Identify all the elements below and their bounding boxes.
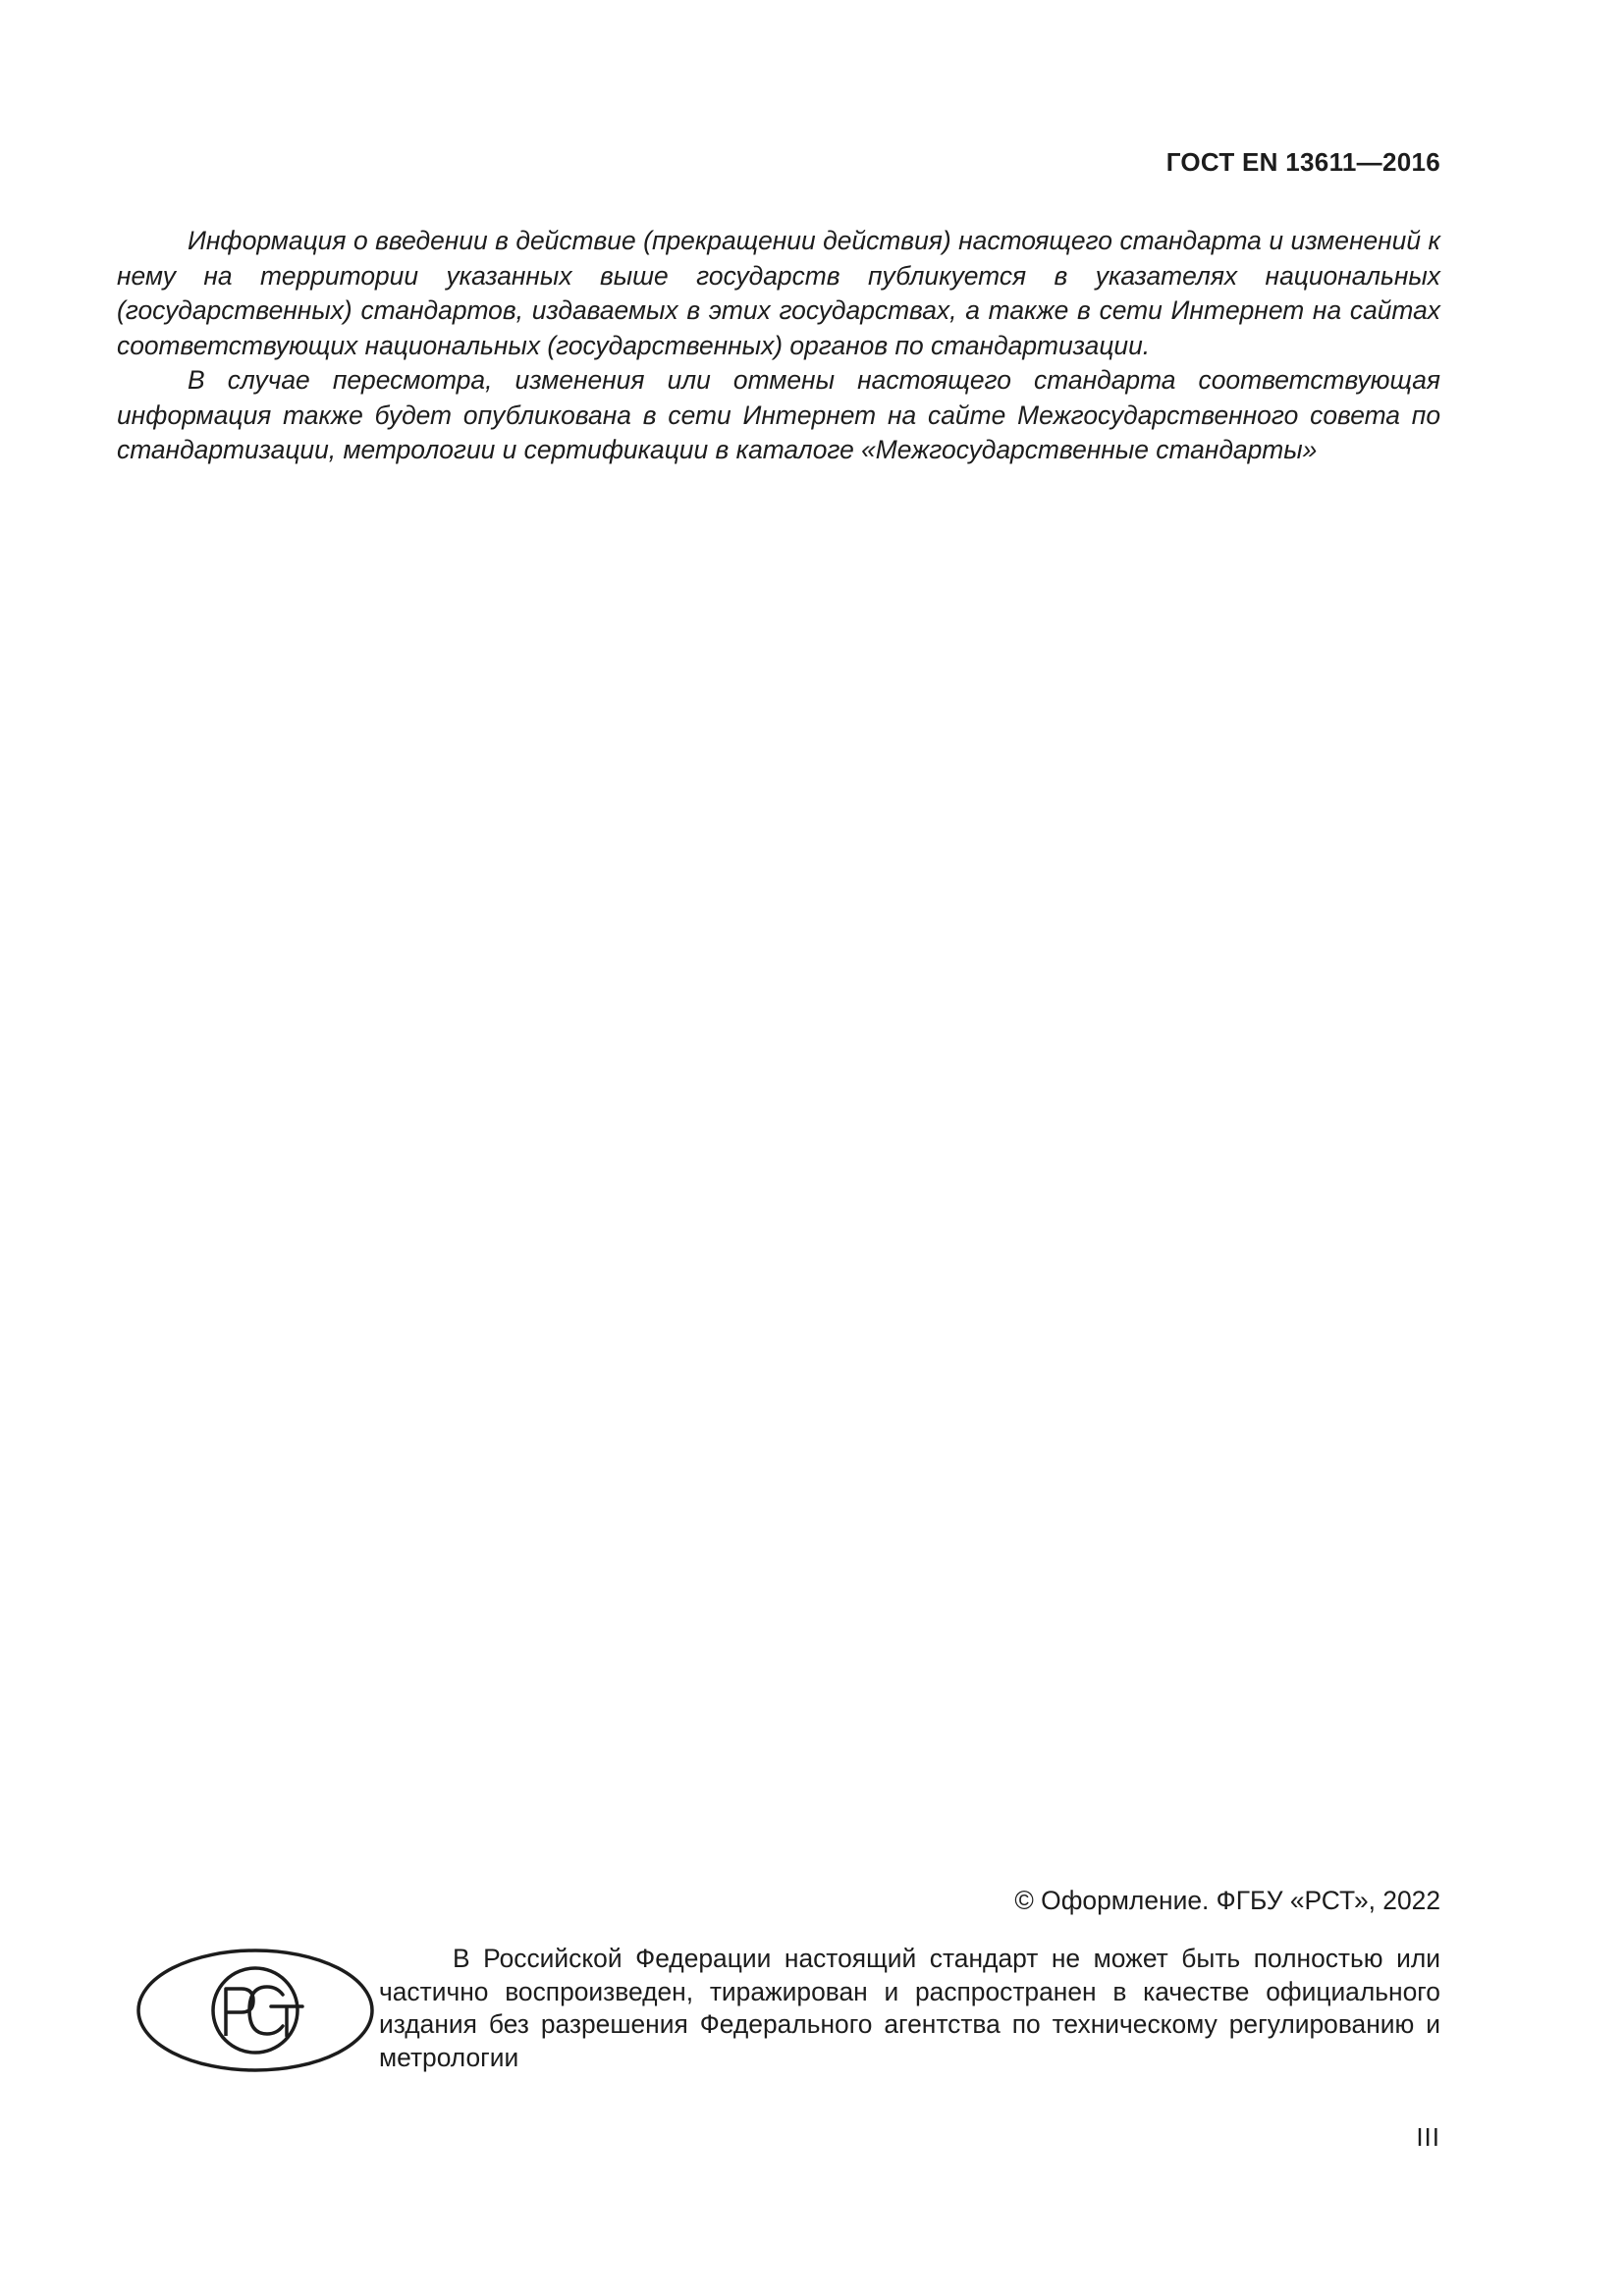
paragraph-revision-info: В случае пересмотра, изменения или отмены настоящего стандарта соответствующая информация также будет опубликована в сети Интернет на сайте Межгосударственного совета по стандартизации, метрологии и сертификации в каталоге «Межгосударственные стандарты» — [117, 365, 1440, 464]
legal-notice-text: В Российской Федерации настоящий стандарт не может быть полностью или частично воспроизведен, тиражирован и распространен в качестве официального издания без разрешения Федерального агентства по техническому регулированию и метрологии — [379, 1944, 1440, 2072]
paragraph-introduction-info: Информация о введении в действие (прекращении действия) настоящего стандарта и изменений к нему на территории указанных выше государств публикуется в указателях национальных (государственных) стандартов, издаваемых в этих государствах, а также в сети Интернет на сайтах соответствующих национальных (государственных) органов по стандартизации. — [117, 226, 1440, 360]
rst-certification-logo-icon — [134, 1942, 379, 2079]
standard-code-header: ГОСТ EN 13611—2016 — [1165, 147, 1440, 177]
body-text — [117, 224, 1440, 468]
legal-notice — [379, 1943, 1440, 2074]
copyright-notice: © Оформление. ФГБУ «РСТ», 2022 — [1014, 1886, 1440, 1915]
page-number: III — [1416, 2122, 1440, 2152]
